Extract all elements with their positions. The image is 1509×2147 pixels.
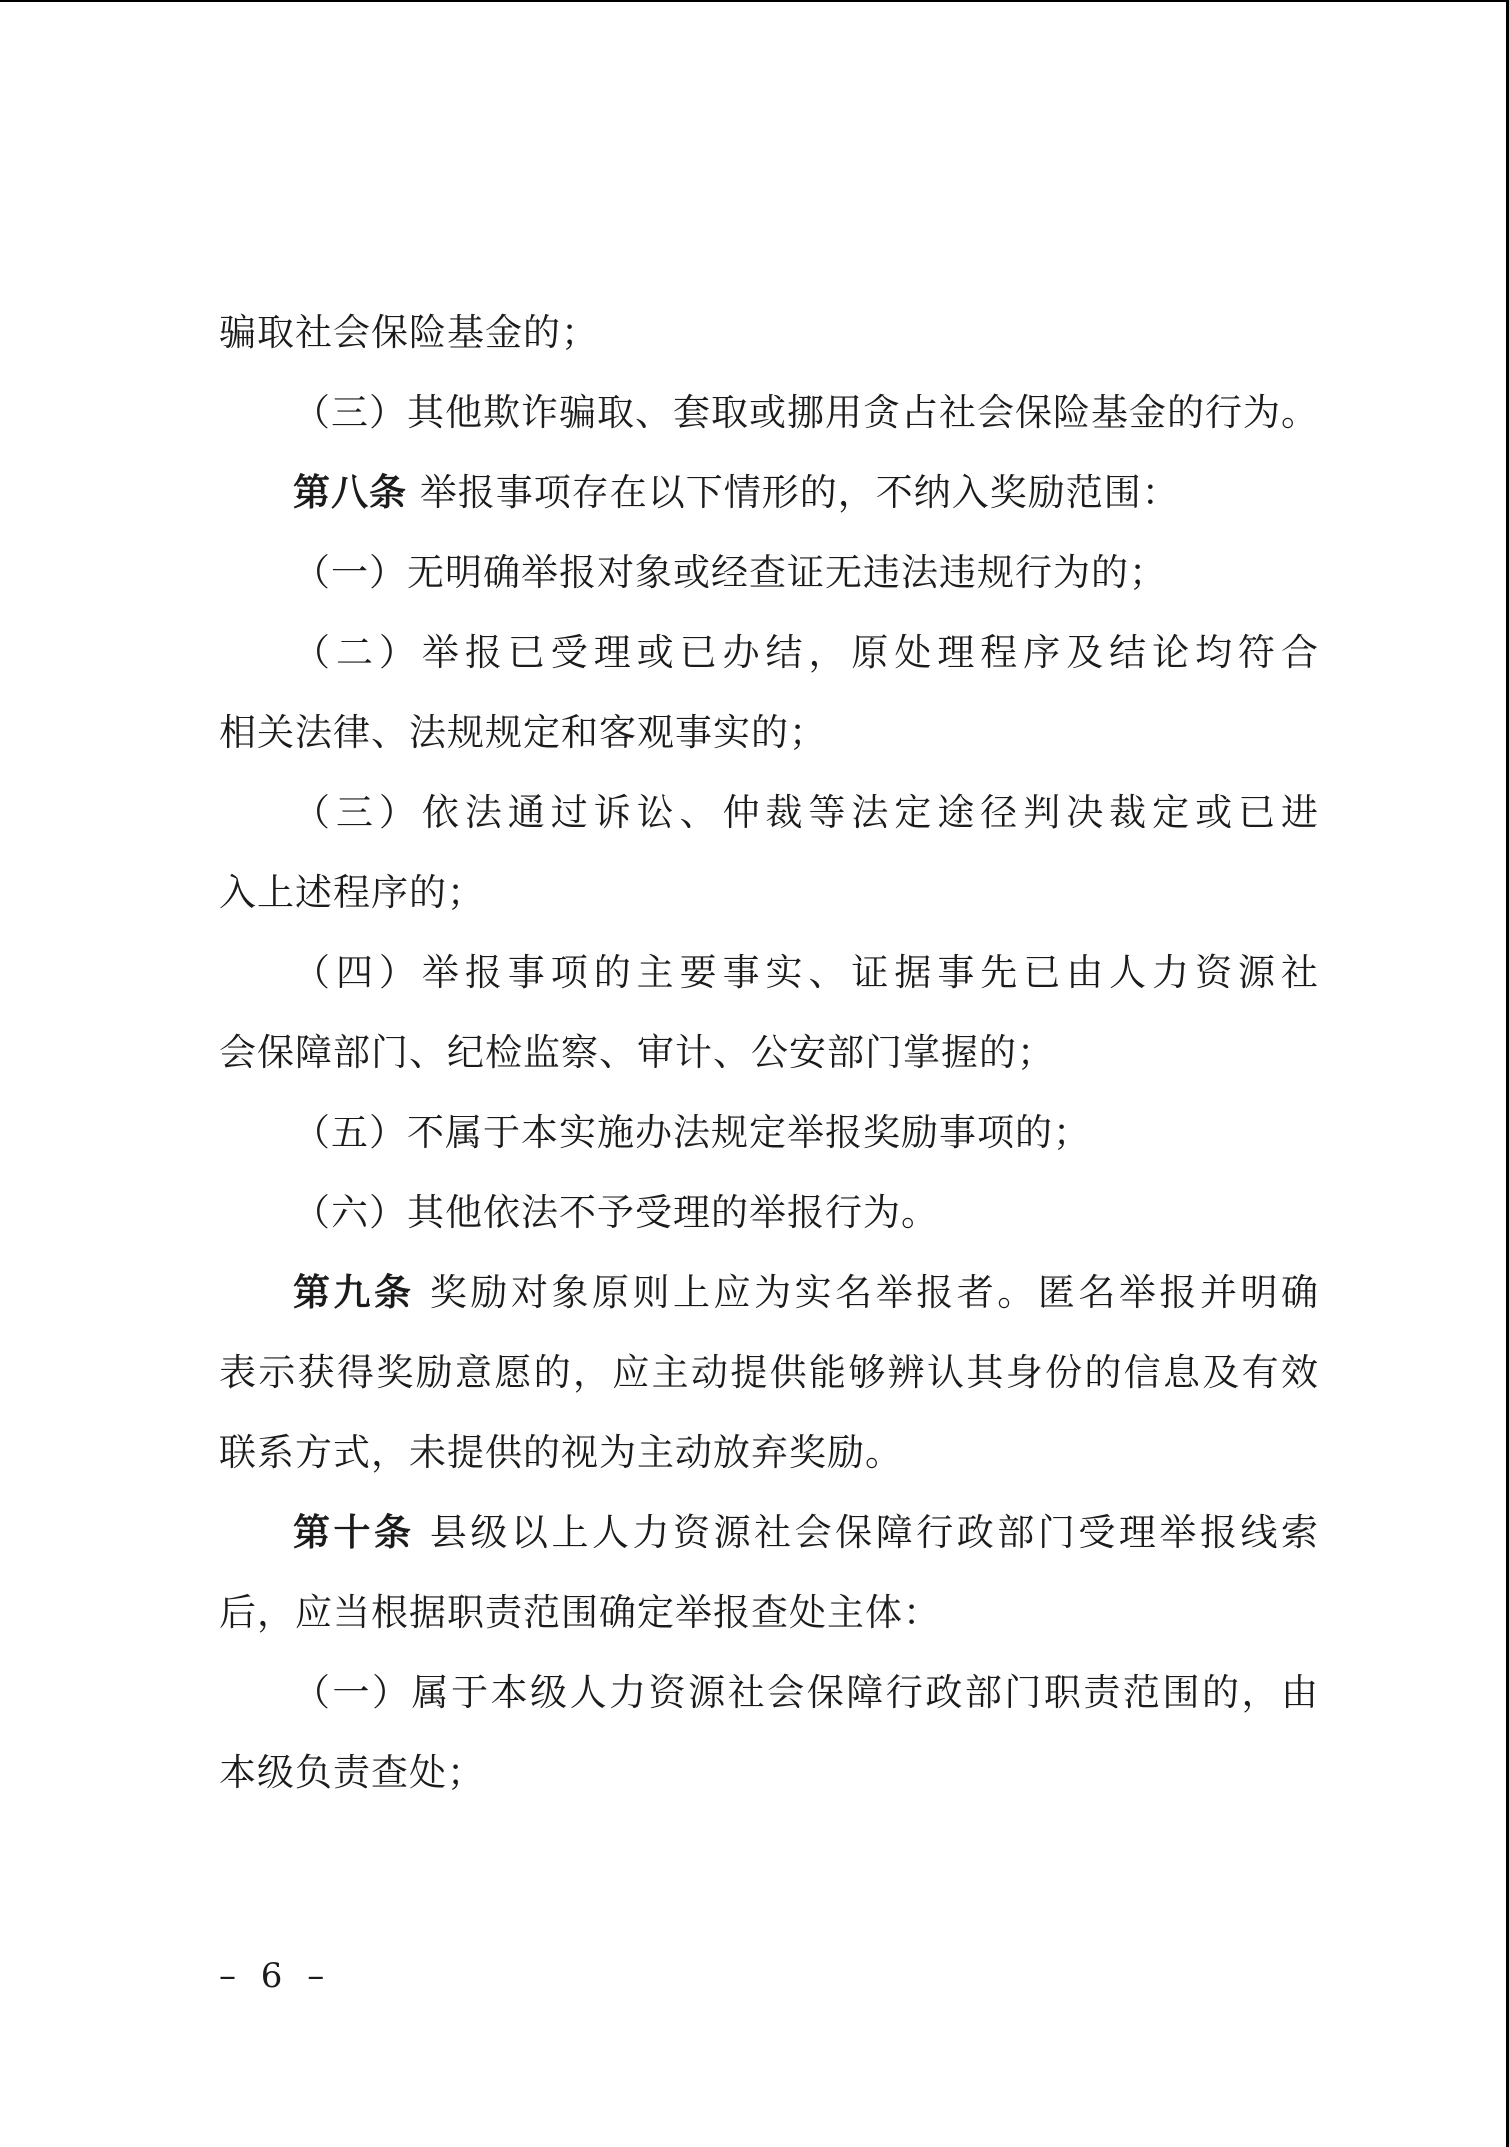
document-line: （三）依法通过诉讼、仲裁等法定途径判决裁定或已进 bbox=[293, 791, 1319, 834]
page-number: – 6 – bbox=[219, 1956, 327, 1996]
article-number-10: 第十条 bbox=[293, 1511, 415, 1554]
document-line: 联系方式，未提供的视为主动放弃奖励。 bbox=[219, 1431, 903, 1474]
document-line: （四）举报事项的主要事实、证据事先已由人力资源社 bbox=[293, 951, 1319, 994]
document-line bbox=[219, 1493, 1319, 1573]
document-line: （一）属于本级人力资源社会保障行政部门职责范围的，由 bbox=[293, 1671, 1319, 1714]
document-line: （二）举报已受理或已办结，原处理程序及结论均符合 bbox=[293, 631, 1319, 674]
article-text: 奖励对象原则上应为实名举报者。匿名举报并明确 bbox=[414, 1271, 1319, 1314]
document-line: （六）其他依法不予受理的举报行为。 bbox=[293, 1191, 939, 1234]
document-line bbox=[219, 453, 1319, 533]
document-line bbox=[219, 1253, 1319, 1333]
document-line: （一）无明确举报对象或经查证无违法违规行为的； bbox=[293, 551, 1167, 594]
document-line: （五）不属于本实施办法规定举报奖励事项的； bbox=[293, 1111, 1091, 1154]
document-line: 会保障部门、纪检监察、审计、公安部门掌握的； bbox=[219, 1031, 1055, 1074]
document-line: 后，应当根据职责范围确定举报查处主体： bbox=[219, 1591, 941, 1634]
article-number-9: 第九条 bbox=[293, 1271, 415, 1314]
document-line: 入上述程序的； bbox=[219, 871, 485, 914]
article-text: 举报事项存在以下情形的，不纳入奖励范围： bbox=[407, 471, 1180, 514]
document-line: 表示获得奖励意愿的，应主动提供能够辨认其身份的信息及有效 bbox=[219, 1351, 1319, 1394]
document-body bbox=[219, 293, 1319, 1813]
article-text: 县级以上人力资源社会保障行政部门受理举报线索 bbox=[414, 1511, 1319, 1554]
document-line: 相关法律、法规规定和客观事实的； bbox=[219, 711, 827, 754]
document-line: 骗取社会保险基金的； bbox=[219, 311, 599, 354]
document-line: 本级负责查处； bbox=[219, 1751, 485, 1794]
article-number-8: 第八条 bbox=[293, 471, 407, 514]
scan-edge-top bbox=[0, 0, 1509, 2]
document-line: （三）其他欺诈骗取、套取或挪用贪占社会保险基金的行为。 bbox=[293, 391, 1319, 434]
